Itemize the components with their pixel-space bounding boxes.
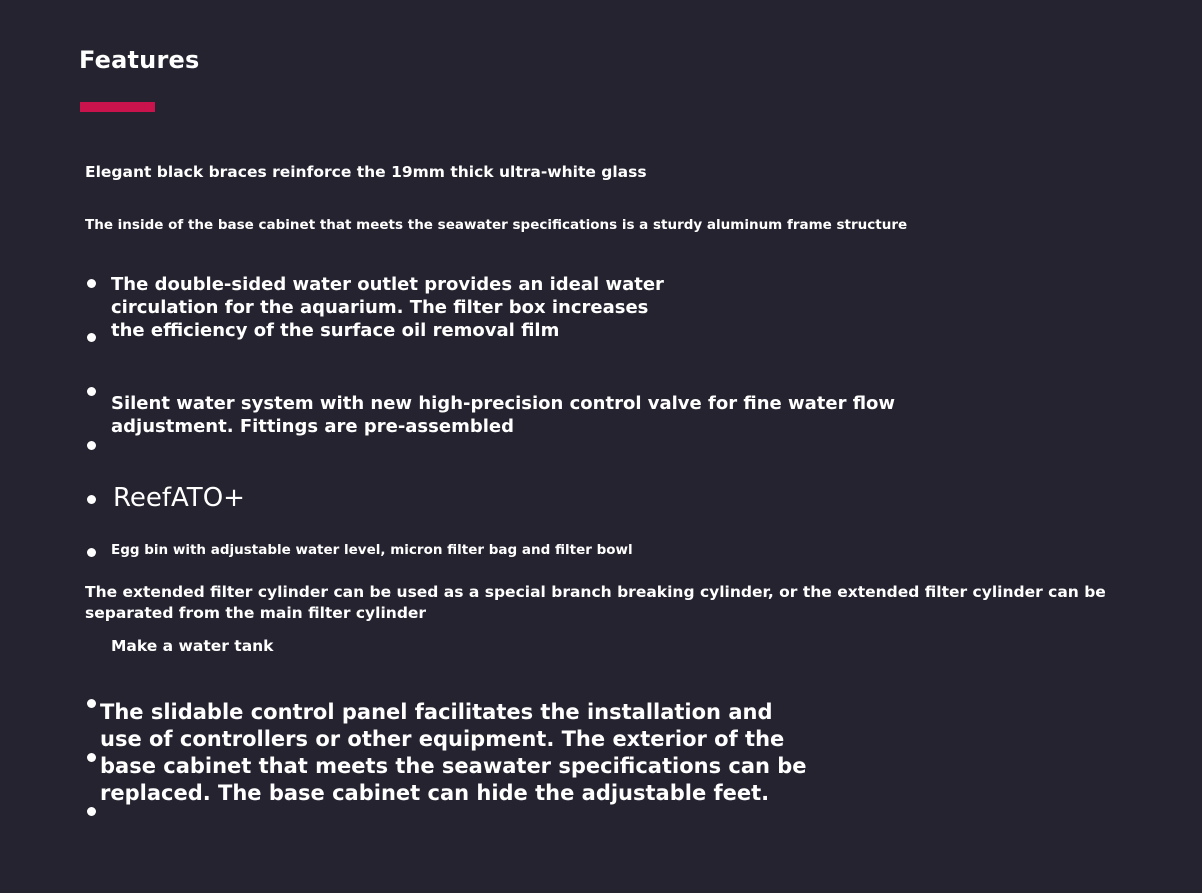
feature-glass-braces: Elegant black braces reinforce the 19mm thick ultra-white glass (85, 163, 647, 181)
bullet (87, 387, 96, 396)
feature-extended-filter: The extended filter cylinder can be used as a special branch breaking cylinder, or the extended filter cylinder can be separated from the main filter cylinder (85, 583, 1106, 622)
feature-aluminum-frame: The inside of the base cabinet that meets the seawater specifications is a sturdy aluminum frame structure (85, 217, 908, 233)
brand-reefato: ReefATO+ (113, 483, 245, 513)
feature-water-outlet: The double-sided water outlet provides an ideal water circulation for the aquarium. The filter box increases the efficiency of the surface oil removal film (111, 274, 664, 341)
feature-control-panel: The slidable control panel facilitates the installation and use of controllers or other equipment. The exterior of the base cabinet that meets the seawater specifications can be replaced. The base cabinet can hide the adjustable feet. (100, 700, 807, 805)
bullet (87, 548, 96, 557)
page-title: Features (79, 46, 200, 74)
bullet (87, 699, 96, 708)
bullet (87, 279, 96, 288)
bullet (87, 441, 96, 450)
title-accent-bar (80, 102, 155, 112)
bullet (87, 753, 96, 762)
feature-water-tank: Make a water tank (111, 637, 274, 655)
feature-silent-water-system: Silent water system with new high-precision control valve for fine water flow adjustment. Fittings are pre-assembled (111, 393, 896, 437)
feature-egg-bin: Egg bin with adjustable water level, micron filter bag and filter bowl (111, 542, 633, 558)
bullet (87, 333, 96, 342)
bullet (87, 495, 96, 504)
bullet (87, 807, 96, 816)
